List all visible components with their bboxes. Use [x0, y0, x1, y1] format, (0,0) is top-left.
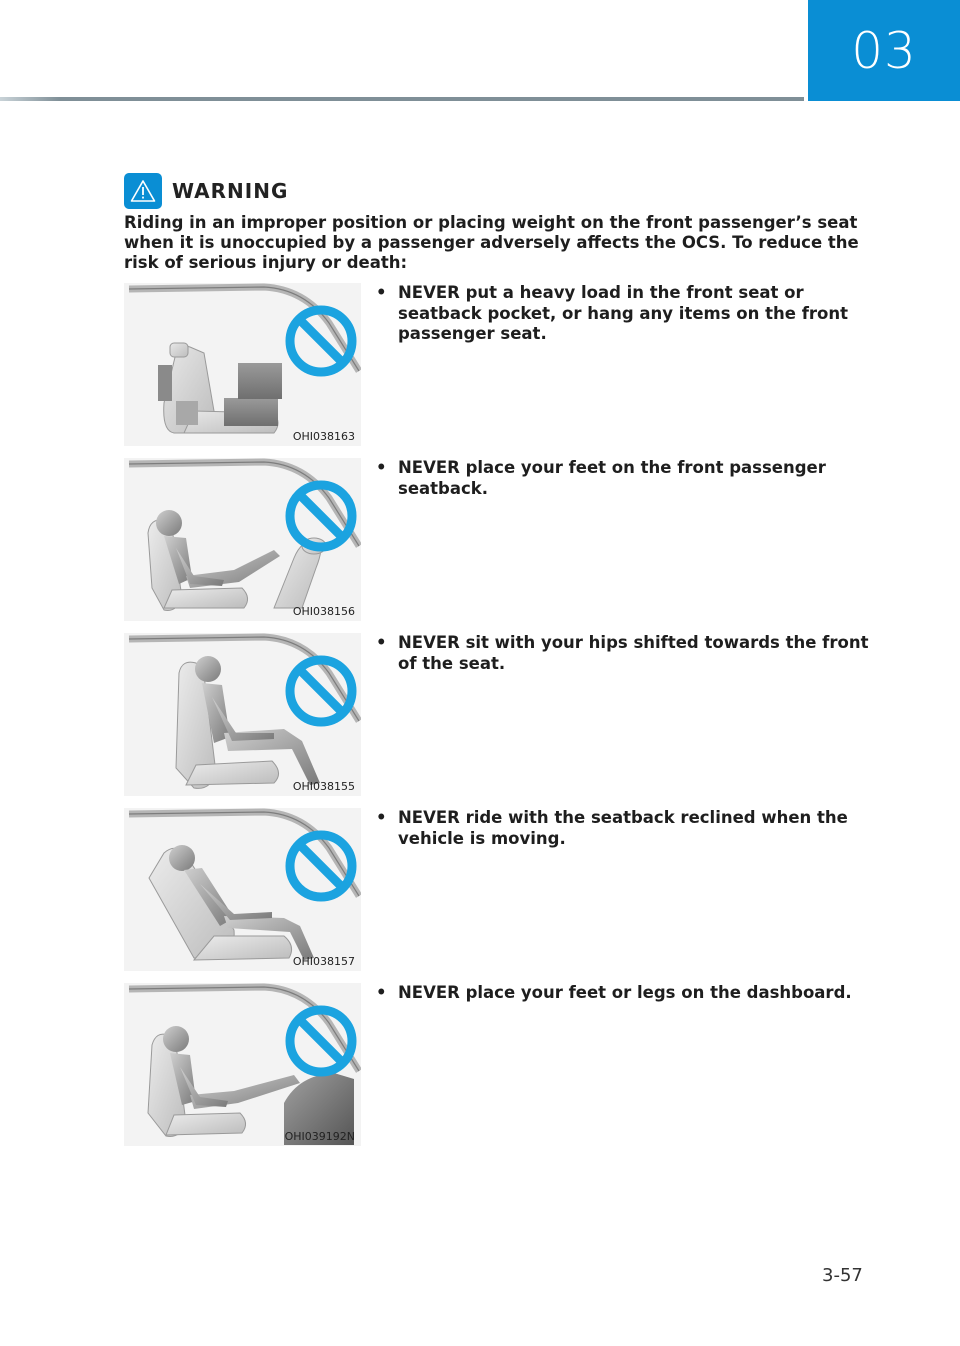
figure-code: OHI039192N: [284, 1130, 355, 1143]
warning-item: [124, 808, 884, 971]
bullet-glyph: •: [376, 283, 387, 302]
bullet-glyph: •: [376, 633, 387, 652]
bullet-item: [376, 458, 876, 499]
figure-code: OHI038156: [292, 605, 355, 618]
figure-code: OHI038163: [292, 430, 355, 443]
bullet-text: NEVER ride with the seatback reclined when the vehicle is moving.: [398, 808, 848, 848]
warning-item: [124, 983, 884, 1146]
bullet-text: NEVER sit with your hips shifted towards the front of the seat.: [398, 633, 869, 673]
figure-code: OHI038157: [292, 955, 355, 968]
illustration-hips-forward: [124, 633, 361, 796]
bullet-text: NEVER place your feet on the front passenger seatback.: [398, 458, 826, 498]
warning-item: [124, 283, 884, 446]
warning-item: [124, 633, 884, 796]
warning-heading: [124, 173, 288, 209]
bullet-glyph: •: [376, 458, 387, 477]
bullet-item: [376, 983, 876, 1004]
page-number: 3-57: [822, 1265, 863, 1286]
illustration-feet-on-dashboard: [124, 983, 361, 1146]
chapter-tab: [808, 0, 960, 101]
warning-intro: Riding in an improper position or placing weight on the front passenger’s seat when it is unoccupied by a passenger adversely affects the OCS. To reduce the risk of serious injury or death:: [124, 213, 859, 272]
bullet-glyph: •: [376, 983, 387, 1002]
warning-triangle-icon: [124, 173, 162, 209]
chapter-number: 03: [851, 21, 917, 80]
bullet-glyph: •: [376, 808, 387, 827]
warning-item: [124, 458, 884, 621]
bullet-item: [376, 633, 876, 674]
figure-code: OHI038155: [292, 780, 355, 793]
bullet-item: [376, 283, 876, 345]
header-rule: [0, 97, 804, 101]
illustration-feet-on-seatback: [124, 458, 361, 621]
bullet-text: NEVER place your feet or legs on the dashboard.: [398, 983, 852, 1002]
illustration-seatback-reclined: [124, 808, 361, 971]
bullet-item: [376, 808, 876, 849]
warning-title: WARNING: [172, 179, 289, 203]
bullet-text: NEVER put a heavy load in the front seat or seatback pocket, or hang any items on the front passenger seat.: [398, 283, 848, 343]
illustration-heavy-load-on-seat: [124, 283, 361, 446]
